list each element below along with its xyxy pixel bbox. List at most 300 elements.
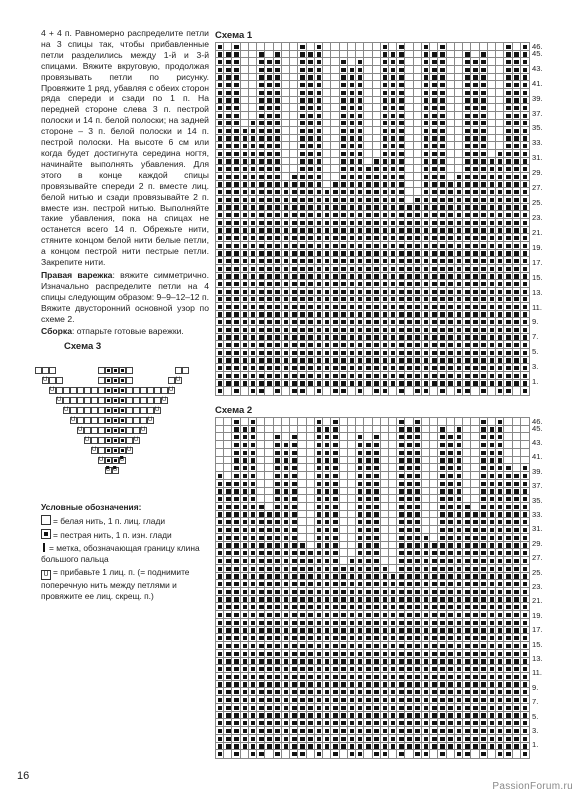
chart-cell [414, 665, 422, 673]
chart-cell [340, 619, 348, 627]
chart-cell [488, 712, 496, 720]
chart-cell [405, 418, 413, 426]
chart-cell [405, 349, 413, 357]
chart-cell [381, 165, 389, 173]
chart-cell [463, 642, 471, 650]
chart-cell [496, 743, 504, 751]
chart-cell [463, 234, 471, 242]
chart-cell [521, 273, 529, 281]
chart-cell [356, 364, 364, 372]
chart-cell [290, 380, 298, 388]
chart-cell [430, 433, 438, 441]
row-label: 41. [532, 78, 543, 88]
chart-cell [257, 196, 265, 204]
chart-cell [340, 81, 348, 89]
chart-cell [471, 51, 479, 59]
legend-marker [41, 543, 211, 565]
chart-cell [430, 457, 438, 465]
chart-cell [364, 288, 372, 296]
chart-cell [364, 650, 372, 658]
chart-cell [422, 74, 430, 82]
chart-cell [323, 349, 331, 357]
chart-cell [513, 43, 521, 51]
chart-cell [405, 227, 413, 235]
chart-cell [340, 727, 348, 735]
chart-cell [290, 387, 298, 395]
chart-cell [488, 619, 496, 627]
chart-cell [274, 611, 282, 619]
chart-cell [315, 518, 323, 526]
chart-cell [496, 219, 504, 227]
chart-cell [307, 181, 315, 189]
chart-cell [430, 341, 438, 349]
chart-cell [488, 120, 496, 128]
chart-cell [463, 441, 471, 449]
chart-cell [70, 407, 77, 414]
chart-cell [91, 387, 98, 394]
chart-cell [340, 142, 348, 150]
chart-cell [422, 158, 430, 166]
chart-cell [290, 51, 298, 59]
chart-cell [364, 250, 372, 258]
chart-cell [463, 750, 471, 758]
chart-cell [249, 743, 257, 751]
chart-cell [422, 495, 430, 503]
chart-cell [216, 688, 224, 696]
chart-cell [241, 196, 249, 204]
chart-cell [463, 142, 471, 150]
chart-cell [471, 735, 479, 743]
chart-cell [381, 549, 389, 557]
chart-cell [389, 673, 397, 681]
chart-cell [265, 127, 273, 135]
chart-cell [241, 150, 249, 158]
chart-cell [257, 488, 265, 496]
chart-cell [282, 588, 290, 596]
chart-cell [373, 503, 381, 511]
chart-cell [414, 341, 422, 349]
chart-cell [290, 750, 298, 758]
chart-cell [463, 743, 471, 751]
chart-cell [70, 417, 77, 424]
chart-cell [323, 518, 331, 526]
chart-cell [496, 441, 504, 449]
chart-cell [364, 265, 372, 273]
chart-cell [119, 447, 126, 454]
chart-cell [331, 380, 339, 388]
chart-cell [521, 181, 529, 189]
chart-cell [463, 603, 471, 611]
chart-cell [282, 750, 290, 758]
chart-cell [290, 642, 298, 650]
chart-cell [265, 611, 273, 619]
instructions-paragraph: 4 + 4 п. Равномерно распределите петли на 3 спицы так, чтобы прибавленные петли разделились между 1-й и 3-й спицами. Вяжите вкруговую, продолжая провязывать петли по рисунку. Провяжите 1 ряд, убавляя с обеих сторон ряда спереди и сзади по 1 п. На передней стороне слева 3 п. пестрой полоски и 14 п. белой полоски; на задней стороне – 3 п. белой полоски и 14 п. пестрой полоски. На высоте 6 см или когда будет достигнута середина ногтя, начинайте выполнять убавления. Для этого в конце каждой спицы провязывайте спереди 2 п. вместе лиц. белой нитью и сзади провязывайте 2 п. вместе изн. пестрой нитью. Выполняйте такие убавления, пока на спицах не останется всего 14 п. Обрежьте нити, стяните концом белой нити белые петли, а концом пестрой нити пестрые петли. Закрепите нити. [41, 28, 209, 268]
chart-cell [422, 127, 430, 135]
chart-cell [307, 112, 315, 120]
chart-cell [348, 704, 356, 712]
chart-cell [422, 433, 430, 441]
chart-cell [496, 712, 504, 720]
chart-cell [290, 557, 298, 565]
chart-cell [307, 204, 315, 212]
chart-cell [265, 150, 273, 158]
chart-cell [389, 89, 397, 97]
chart-cell [480, 74, 488, 82]
chart-cell [356, 296, 364, 304]
chart-cell [438, 557, 446, 565]
chart-cell [241, 250, 249, 258]
chart-cell [356, 158, 364, 166]
chart-cell [216, 250, 224, 258]
chart-cell [331, 97, 339, 105]
chart-cell [298, 712, 306, 720]
chart-cell [307, 542, 315, 550]
chart-cell [422, 549, 430, 557]
chart-cell [315, 196, 323, 204]
chart-cell [265, 242, 273, 250]
chart-cell [323, 488, 331, 496]
chart-cell [504, 81, 512, 89]
chart-cell [414, 219, 422, 227]
chart-cell [405, 311, 413, 319]
chart-cell [414, 673, 422, 681]
row-label: 7. [532, 332, 539, 342]
chart-cell [488, 51, 496, 59]
chart-cell [265, 234, 273, 242]
chart-cell [414, 658, 422, 666]
chart-cell [438, 135, 446, 143]
chart-cell [397, 173, 405, 181]
chart-cell [430, 658, 438, 666]
chart-cell [323, 97, 331, 105]
chart-cell [521, 719, 529, 727]
chart-cell [241, 719, 249, 727]
chart-cell [257, 58, 265, 66]
chart-cell [414, 158, 422, 166]
chart-cell [307, 449, 315, 457]
chart-cell [257, 634, 265, 642]
chart-cell [216, 135, 224, 143]
chart-cell [249, 534, 257, 542]
chart-cell [455, 472, 463, 480]
row-label: 3. [532, 726, 539, 735]
chart-cell [257, 596, 265, 604]
chart-cell [513, 341, 521, 349]
chart-cell [216, 127, 224, 135]
chart-cell [348, 104, 356, 112]
chart-cell [438, 318, 446, 326]
chart-cell [307, 257, 315, 265]
chart-cell [488, 89, 496, 97]
chart-cell [356, 503, 364, 511]
chart-cell [331, 288, 339, 296]
chart-cell [307, 549, 315, 557]
chart-cell [463, 627, 471, 635]
chart-cell [430, 526, 438, 534]
chart-cell [438, 673, 446, 681]
chart-cell [241, 288, 249, 296]
chart-cell [232, 51, 240, 59]
chart-cell [373, 204, 381, 212]
chart-cell [430, 380, 438, 388]
chart-cell [422, 696, 430, 704]
chart-cell [232, 743, 240, 751]
chart-cell [249, 265, 257, 273]
chart-cell [447, 542, 455, 550]
chart-cell [373, 488, 381, 496]
chart-cell [430, 688, 438, 696]
chart-cell [414, 135, 422, 143]
chart-cell [356, 627, 364, 635]
chart-cell [340, 211, 348, 219]
chart-cell [282, 534, 290, 542]
chart-cell [504, 495, 512, 503]
chart-cell [397, 534, 405, 542]
chart-cell [496, 681, 504, 689]
chart-cell [496, 158, 504, 166]
chart-cell [265, 257, 273, 265]
chart-cell [414, 66, 422, 74]
chart-cell [216, 557, 224, 565]
chart-cell [455, 66, 463, 74]
chart-cell [480, 511, 488, 519]
chart-cell [290, 534, 298, 542]
chart-cell [463, 588, 471, 596]
chart-cell [323, 627, 331, 635]
chart-cell [488, 557, 496, 565]
chart-cell [480, 334, 488, 342]
chart-cell [348, 658, 356, 666]
chart-cell [496, 318, 504, 326]
chart-cell [471, 288, 479, 296]
chart-cell [471, 495, 479, 503]
chart-cell [471, 173, 479, 181]
chart-cell [282, 573, 290, 581]
chart-cell [389, 104, 397, 112]
chart-cell [307, 588, 315, 596]
chart-cell [463, 534, 471, 542]
chart-cell [430, 81, 438, 89]
chart-cell [265, 311, 273, 319]
chart-cell [513, 603, 521, 611]
chart-cell [298, 273, 306, 281]
chart-cell [282, 464, 290, 472]
chart-cell [356, 696, 364, 704]
chart-cell [504, 296, 512, 304]
chart-cell [438, 596, 446, 604]
chart-cell [216, 318, 224, 326]
chart-cell [241, 573, 249, 581]
chart-cell [422, 257, 430, 265]
chart-cell [315, 311, 323, 319]
chart-cell [463, 542, 471, 550]
chart-cell [373, 341, 381, 349]
chart-cell [298, 611, 306, 619]
chart-cell [241, 242, 249, 250]
row-label: 5. [532, 711, 539, 721]
chart-cell [521, 51, 529, 59]
chart-cell [373, 89, 381, 97]
chart-cell [389, 265, 397, 273]
chart-cell [438, 696, 446, 704]
chart-cell [373, 634, 381, 642]
chart-cell [463, 611, 471, 619]
chart-cell [282, 426, 290, 434]
chart-cell [389, 634, 397, 642]
chart-cell [405, 51, 413, 59]
chart-cell [488, 735, 496, 743]
chart-cell [356, 565, 364, 573]
chart-cell [307, 173, 315, 181]
chart-cell [154, 407, 161, 414]
chart-cell [513, 234, 521, 242]
chart-cell [405, 58, 413, 66]
chart-cell [340, 196, 348, 204]
chart-cell [496, 234, 504, 242]
chart-cell [356, 488, 364, 496]
chart-cell [364, 719, 372, 727]
chart-cell [405, 265, 413, 273]
chart-cell [282, 457, 290, 465]
chart-cell [249, 611, 257, 619]
chart-cell [480, 433, 488, 441]
chart-cell [438, 181, 446, 189]
chart-cell [447, 518, 455, 526]
chart-cell [504, 173, 512, 181]
chart-cell [496, 204, 504, 212]
chart-cell [307, 74, 315, 82]
chart-cell [447, 549, 455, 557]
chart-cell [381, 142, 389, 150]
chart-cell [216, 750, 224, 758]
chart-cell [315, 372, 323, 380]
chart-cell [265, 280, 273, 288]
chart-cell [447, 97, 455, 105]
chart-cell [480, 634, 488, 642]
chart-cell [447, 588, 455, 596]
chart-cell [257, 288, 265, 296]
chart-cell [257, 712, 265, 720]
chart-cell [389, 364, 397, 372]
chart-cell [405, 580, 413, 588]
chart-cell [216, 334, 224, 342]
chart-cell [340, 165, 348, 173]
chart-cell [340, 372, 348, 380]
chart-cell [340, 503, 348, 511]
chart-cell [496, 89, 504, 97]
chart-cell [521, 89, 529, 97]
chart-cell [422, 480, 430, 488]
chart-cell [463, 735, 471, 743]
chart-cell [397, 464, 405, 472]
chart-cell [504, 688, 512, 696]
chart-cell [315, 650, 323, 658]
chart-cell [224, 704, 232, 712]
chart-cell [282, 642, 290, 650]
row-label: 37. [532, 108, 543, 118]
chart-cell [504, 219, 512, 227]
chart-cell [290, 619, 298, 627]
chart-cell [471, 219, 479, 227]
chart-cell [364, 211, 372, 219]
chart-cell [447, 387, 455, 395]
chart-cell [430, 580, 438, 588]
chart-cell [373, 58, 381, 66]
chart-cell [381, 181, 389, 189]
chart-cell [249, 658, 257, 666]
chart-cell [455, 688, 463, 696]
chart-cell [438, 750, 446, 758]
chart-cell [274, 743, 282, 751]
chart-cell [381, 681, 389, 689]
chart-cell [488, 219, 496, 227]
chart-cell [356, 250, 364, 258]
chart-cell [331, 303, 339, 311]
chart-cell [331, 173, 339, 181]
chart-cell [340, 681, 348, 689]
chart-cell [480, 81, 488, 89]
chart-cell [430, 334, 438, 342]
chart-cell [340, 658, 348, 666]
chart-cell [488, 165, 496, 173]
chart-cell [340, 603, 348, 611]
chart-cell [232, 296, 240, 304]
chart-cell [397, 51, 405, 59]
chart-cell [216, 51, 224, 59]
chart-cell [397, 696, 405, 704]
chart-cell [241, 704, 249, 712]
chart-cell [232, 165, 240, 173]
chart-cell [348, 89, 356, 97]
chart-cell [274, 234, 282, 242]
chart-cell [373, 173, 381, 181]
chart-cell [282, 288, 290, 296]
row-label: 31. [532, 153, 543, 163]
chart-cell [126, 447, 133, 454]
chart-cell [364, 89, 372, 97]
chart-cell [496, 580, 504, 588]
chart-cell [455, 596, 463, 604]
chart-cell [447, 311, 455, 319]
chart-cell [471, 696, 479, 704]
chart-cell [224, 349, 232, 357]
chart-cell [504, 696, 512, 704]
chart-cell [389, 234, 397, 242]
chart-cell [504, 227, 512, 235]
chart-cell [414, 296, 422, 304]
chart-cell [405, 665, 413, 673]
chart-cell [397, 549, 405, 557]
chart-cell [356, 204, 364, 212]
chart-cell [340, 441, 348, 449]
chart-cell [331, 341, 339, 349]
chart-cell [307, 250, 315, 258]
chart-cell [438, 518, 446, 526]
chart-cell [315, 503, 323, 511]
chart-cell [224, 712, 232, 720]
chart-cell [315, 280, 323, 288]
chart-cell [298, 58, 306, 66]
chart-cell [105, 397, 112, 404]
chart-cell [504, 104, 512, 112]
chart-cell [463, 97, 471, 105]
chart-cell [455, 188, 463, 196]
chart-cell [438, 150, 446, 158]
chart-cell [414, 627, 422, 635]
chart-cell [340, 542, 348, 550]
chart-cell [282, 580, 290, 588]
chart-cell [480, 719, 488, 727]
